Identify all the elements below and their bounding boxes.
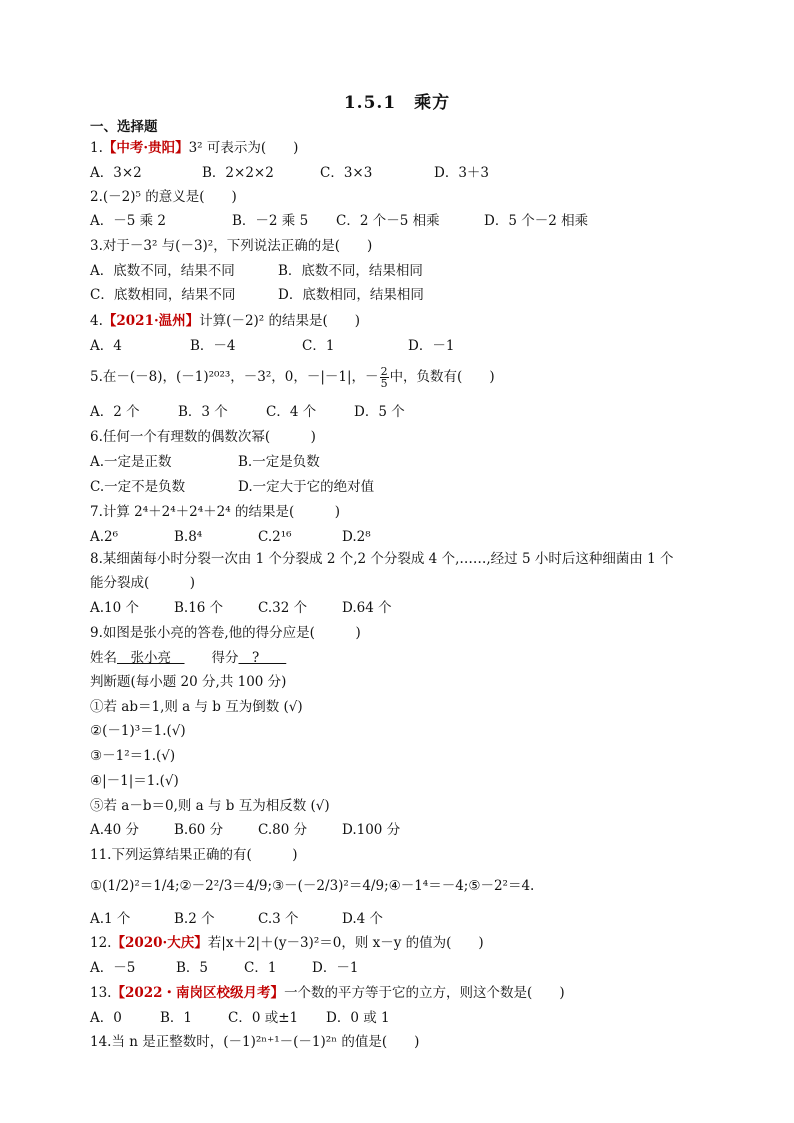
question-2: 2.(－2)⁵ 的意义是( ) [90, 189, 237, 205]
answer-sheet-header [90, 649, 286, 667]
question-9: 9.如图是张小亮的答卷,他的得分应是( ) [90, 625, 361, 641]
judge-item-4: ④|－1|＝1.(√) [90, 773, 179, 789]
question-stem: 计算(－2)² 的结果是( ) [199, 313, 361, 329]
option-a: A．－5 乘 2 [90, 213, 167, 229]
option-d: D.100 分 [342, 822, 401, 838]
option-d: D.64 个 [342, 600, 392, 616]
fraction-denominator: 5 [380, 377, 388, 390]
question-7: 7.计算 2⁴＋2⁴＋2⁴＋2⁴ 的结果是( ) [90, 504, 341, 520]
judge-item-5: ⑤若 a－b＝0,则 a 与 b 互为相反数 (√) [90, 798, 330, 814]
option-c: C．1 [244, 960, 277, 976]
option-a: A．3×2 [90, 165, 142, 181]
question-11: 11.下列运算结果正确的有( ) [90, 847, 298, 863]
option-a: A．0 [90, 1010, 122, 1026]
option-a: A.1 个 [90, 911, 131, 927]
section-heading: 一、选择题 [90, 119, 158, 135]
option-d: D．0 或 1 [326, 1010, 390, 1026]
option-c: C.2¹⁶ [258, 529, 292, 545]
option-c: C．0 或±1 [228, 1010, 299, 1026]
question-source: 【2022・南岗区校级月考】 [111, 985, 285, 1001]
question-source: 【2020·大庆】 [111, 935, 208, 951]
score-value: ? [238, 650, 287, 666]
option-b: B.一定是负数 [238, 454, 320, 470]
question-13 [90, 984, 565, 1002]
option-d: D.2⁸ [342, 529, 371, 545]
name-value: 张小亮 [117, 650, 185, 666]
score-label: 得分 [211, 650, 239, 666]
fraction [380, 366, 389, 389]
option-a: A．底数不同，结果不同 [90, 263, 235, 279]
question-5 [90, 366, 495, 389]
fraction-numerator: 2 [380, 365, 388, 378]
option-a: A.一定是正数 [90, 454, 172, 470]
option-d: D．－1 [312, 960, 359, 976]
option-d: D．5 个 [354, 404, 405, 420]
question-1 [90, 139, 298, 157]
question-6: 6.任何一个有理数的偶数次幂( ) [90, 429, 316, 445]
judge-title: 判断题(每小题 20 分,共 100 分) [90, 674, 287, 690]
question-4 [90, 312, 360, 330]
option-d: D.一定大于它的绝对值 [238, 479, 375, 495]
option-c: C．底数相同，结果不同 [90, 287, 236, 303]
option-d: D．底数相同，结果相同 [278, 287, 424, 303]
question-stem-part-a: 5.在－(－8)，(－1)²⁰²³，－3²，0，－|－1|，－ [90, 369, 379, 385]
page-title: 1.5.1 乘方 [343, 93, 451, 113]
option-b: B.2 个 [174, 911, 215, 927]
option-c: C．2 个－5 相乘 [336, 213, 440, 229]
option-a: A．4 [90, 338, 122, 354]
question-8-line-1: 8.某细菌每小时分裂一次由 1 个分裂成 2 个,2 个分裂成 4 个,……,经过 5 小时后这种细菌由 1 个 [90, 551, 674, 567]
option-c: C.80 分 [258, 822, 308, 838]
option-c: C.3 个 [258, 911, 299, 927]
option-b: B.60 分 [174, 822, 224, 838]
question-number: 4. [90, 313, 103, 329]
judge-item-1: ①若 ab＝1,则 a 与 b 互为倒数 (√) [90, 699, 303, 715]
question-number: 13. [90, 985, 112, 1001]
question-stem-part-b: 中，负数有( ) [389, 369, 495, 385]
name-label: 姓名 [90, 650, 117, 666]
question-stem: 一个数的平方等于它的立方，则这个数是( ) [284, 985, 565, 1001]
question-14: 14.当 n 是正整数时，(－1)²ⁿ⁺¹－(－1)²ⁿ 的值是( ) [90, 1034, 420, 1050]
option-a: A.40 分 [90, 822, 140, 838]
question-stem: 若|x＋2|＋(y－3)²＝0，则 x－y 的值为( ) [207, 935, 484, 951]
option-b: B.16 个 [174, 600, 224, 616]
option-b: B．5 [176, 960, 209, 976]
question-11-expression: ①(1/2)²＝1/4;②－2²/3＝4/9;③－(－2/3)²＝4/9;④－1⁴＝－4;⑤－2²＝4. [90, 878, 535, 894]
option-d: D.4 个 [342, 911, 384, 927]
judge-item-2: ②(－1)³＝1.(√) [90, 723, 186, 739]
option-b: B．底数不同，结果相同 [278, 263, 423, 279]
option-c: C.32 个 [258, 600, 308, 616]
option-b: B．3 个 [178, 404, 228, 420]
option-d: D．－1 [408, 338, 455, 354]
option-d: D．5 个－2 相乘 [484, 213, 589, 229]
option-b: B.8⁴ [174, 529, 203, 545]
question-stem: 3² 可表示为( ) [188, 140, 299, 156]
option-a: A.2⁶ [90, 529, 119, 545]
question-source: 【中考·贵阳】 [102, 140, 189, 156]
option-b: B．2×2×2 [202, 165, 274, 181]
option-c: C．1 [302, 338, 335, 354]
question-number: 12. [90, 935, 112, 951]
option-b: B．－2 乘 5 [232, 213, 309, 229]
option-a: A．－5 [90, 960, 136, 976]
option-b: B．1 [160, 1010, 193, 1026]
judge-item-3: ③－1²＝1.(√) [90, 748, 176, 764]
question-source: 【2021·温州】 [102, 313, 200, 329]
question-8-line-2: 能分裂成( ) [90, 575, 196, 591]
option-c: C.一定不是负数 [90, 479, 186, 495]
option-a: A．2 个 [90, 404, 140, 420]
question-number: 1. [90, 140, 103, 156]
question-3: 3.对于－3² 与(－3)²，下列说法正确的是( ) [90, 238, 373, 254]
question-12 [90, 934, 484, 952]
option-a: A.10 个 [90, 600, 140, 616]
option-c: C．3×3 [320, 165, 373, 181]
option-c: C．4 个 [266, 404, 317, 420]
option-d: D．3＋3 [434, 165, 490, 181]
option-b: B．－4 [190, 338, 236, 354]
